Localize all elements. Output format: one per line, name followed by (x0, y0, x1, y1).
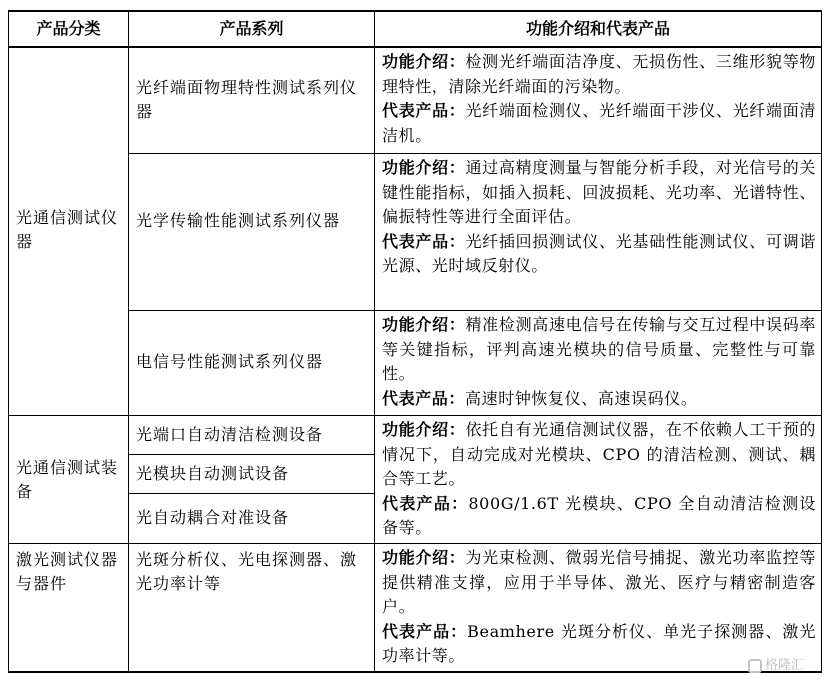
representative-label: 代表产品： (382, 101, 466, 120)
representative-label: 代表产品： (382, 388, 466, 408)
table-border-bottom (8, 671, 822, 673)
description-electrical-signal (382, 313, 816, 411)
series-fiber-endface: 光纤端面物理特性测试系列仪器 (136, 78, 358, 121)
watermark-text: 格隆汇 (765, 658, 805, 673)
watermark-logo-icon (748, 659, 762, 673)
series-module-testing: 光模块自动测试设备 (136, 464, 290, 483)
function-text: 通过高精度测量与智能分析手段，对光信号的关键性能指标，如插入损耗、回波损耗、光功率、光谱特性、偏振特性等进行全面评估。 (382, 158, 816, 226)
function-label: 功能介绍： (382, 548, 466, 567)
function-label: 功能介绍： (382, 52, 466, 71)
representative-text: 光纤插回损测试仪、光基础性能测试仪、可调谐光源、光时域反射仪。 (382, 231, 816, 275)
function-label: 功能介绍： (382, 420, 466, 439)
description-laser-devices (382, 546, 816, 669)
function-paragraph (382, 418, 816, 492)
function-label: 功能介绍： (382, 315, 466, 334)
series-electrical-signal: 电信号性能测试系列仪器 (136, 352, 324, 371)
function-paragraph (382, 50, 816, 99)
series-port-cleaning: 光端口自动清洁检测设备 (136, 425, 324, 444)
function-paragraph (382, 313, 816, 387)
table-border-right (821, 10, 822, 673)
function-text: 为光束检测、微弱光信号捕捉、激光功率监控等提供精准支撑，应用于半导体、激光、医疗与精密制造客户。 (382, 548, 816, 616)
description-fiber-endface (382, 50, 816, 148)
category-optical-test-equipment: 光通信测试装备 (16, 458, 119, 501)
representative-paragraph (382, 230, 816, 279)
function-text: 依托自有光通信测试仪器，在不依赖人工干预的情况下，自动完成对光模块、CPO 的清洁检测、测试、耦合等工艺。 (382, 420, 816, 488)
description-test-equipment (382, 418, 816, 541)
representative-text: 高速时钟恢复仪、高速误码仪。 (465, 388, 698, 408)
header-description: 功能介绍和代表产品 (525, 19, 670, 38)
representative-paragraph (382, 387, 816, 412)
representative-text: Beamhere 光斑分析仪、单光子探测器、激光功率计等。 (382, 621, 816, 665)
category-laser-test-instruments: 激光测试仪器与器件 (16, 550, 119, 593)
column-divider (128, 10, 129, 673)
row-divider (128, 153, 822, 154)
row-divider (128, 454, 374, 455)
column-divider (374, 10, 375, 673)
group-divider (8, 415, 822, 416)
function-paragraph (382, 546, 816, 620)
header-category: 产品分类 (36, 19, 101, 38)
function-paragraph (382, 156, 816, 230)
table-border-left (8, 10, 9, 673)
representative-paragraph (382, 492, 816, 541)
description-optical-transmission (382, 156, 816, 279)
series-auto-coupling: 光自动耦合对准设备 (136, 508, 290, 527)
function-text: 检测光纤端面洁净度、无损伤性、三维形貌等物理特性，清除光纤端面的污染物。 (382, 52, 816, 96)
row-divider (128, 493, 374, 494)
series-laser-devices: 光斑分析仪、光电探测器、激光功率计等 (136, 550, 358, 593)
header-divider (8, 46, 822, 48)
representative-paragraph (382, 99, 816, 148)
category-optical-test-instruments: 光通信测试仪器 (16, 208, 119, 251)
representative-label: 代表产品： (382, 231, 466, 251)
group-divider (8, 543, 822, 544)
function-label: 功能介绍： (382, 158, 466, 177)
row-divider (128, 310, 822, 311)
representative-label: 代表产品： (382, 621, 468, 641)
watermark (748, 654, 828, 678)
representative-text: 光纤端面检测仪、光纤端面干涉仪、光纤端面清洁机。 (382, 101, 816, 145)
header-series: 产品系列 (219, 19, 284, 38)
function-text: 精准检测高速电信号在传输与交互过程中误码率等关键指标，评判高速光模块的信号质量、完整性与可靠性。 (382, 315, 816, 383)
series-optical-transmission: 光学传输性能测试系列仪器 (136, 211, 341, 230)
representative-label: 代表产品： (382, 493, 469, 513)
representative-text: 800G/1.6T 光模块、CPO 全自动清洁检测设备等。 (382, 493, 816, 537)
